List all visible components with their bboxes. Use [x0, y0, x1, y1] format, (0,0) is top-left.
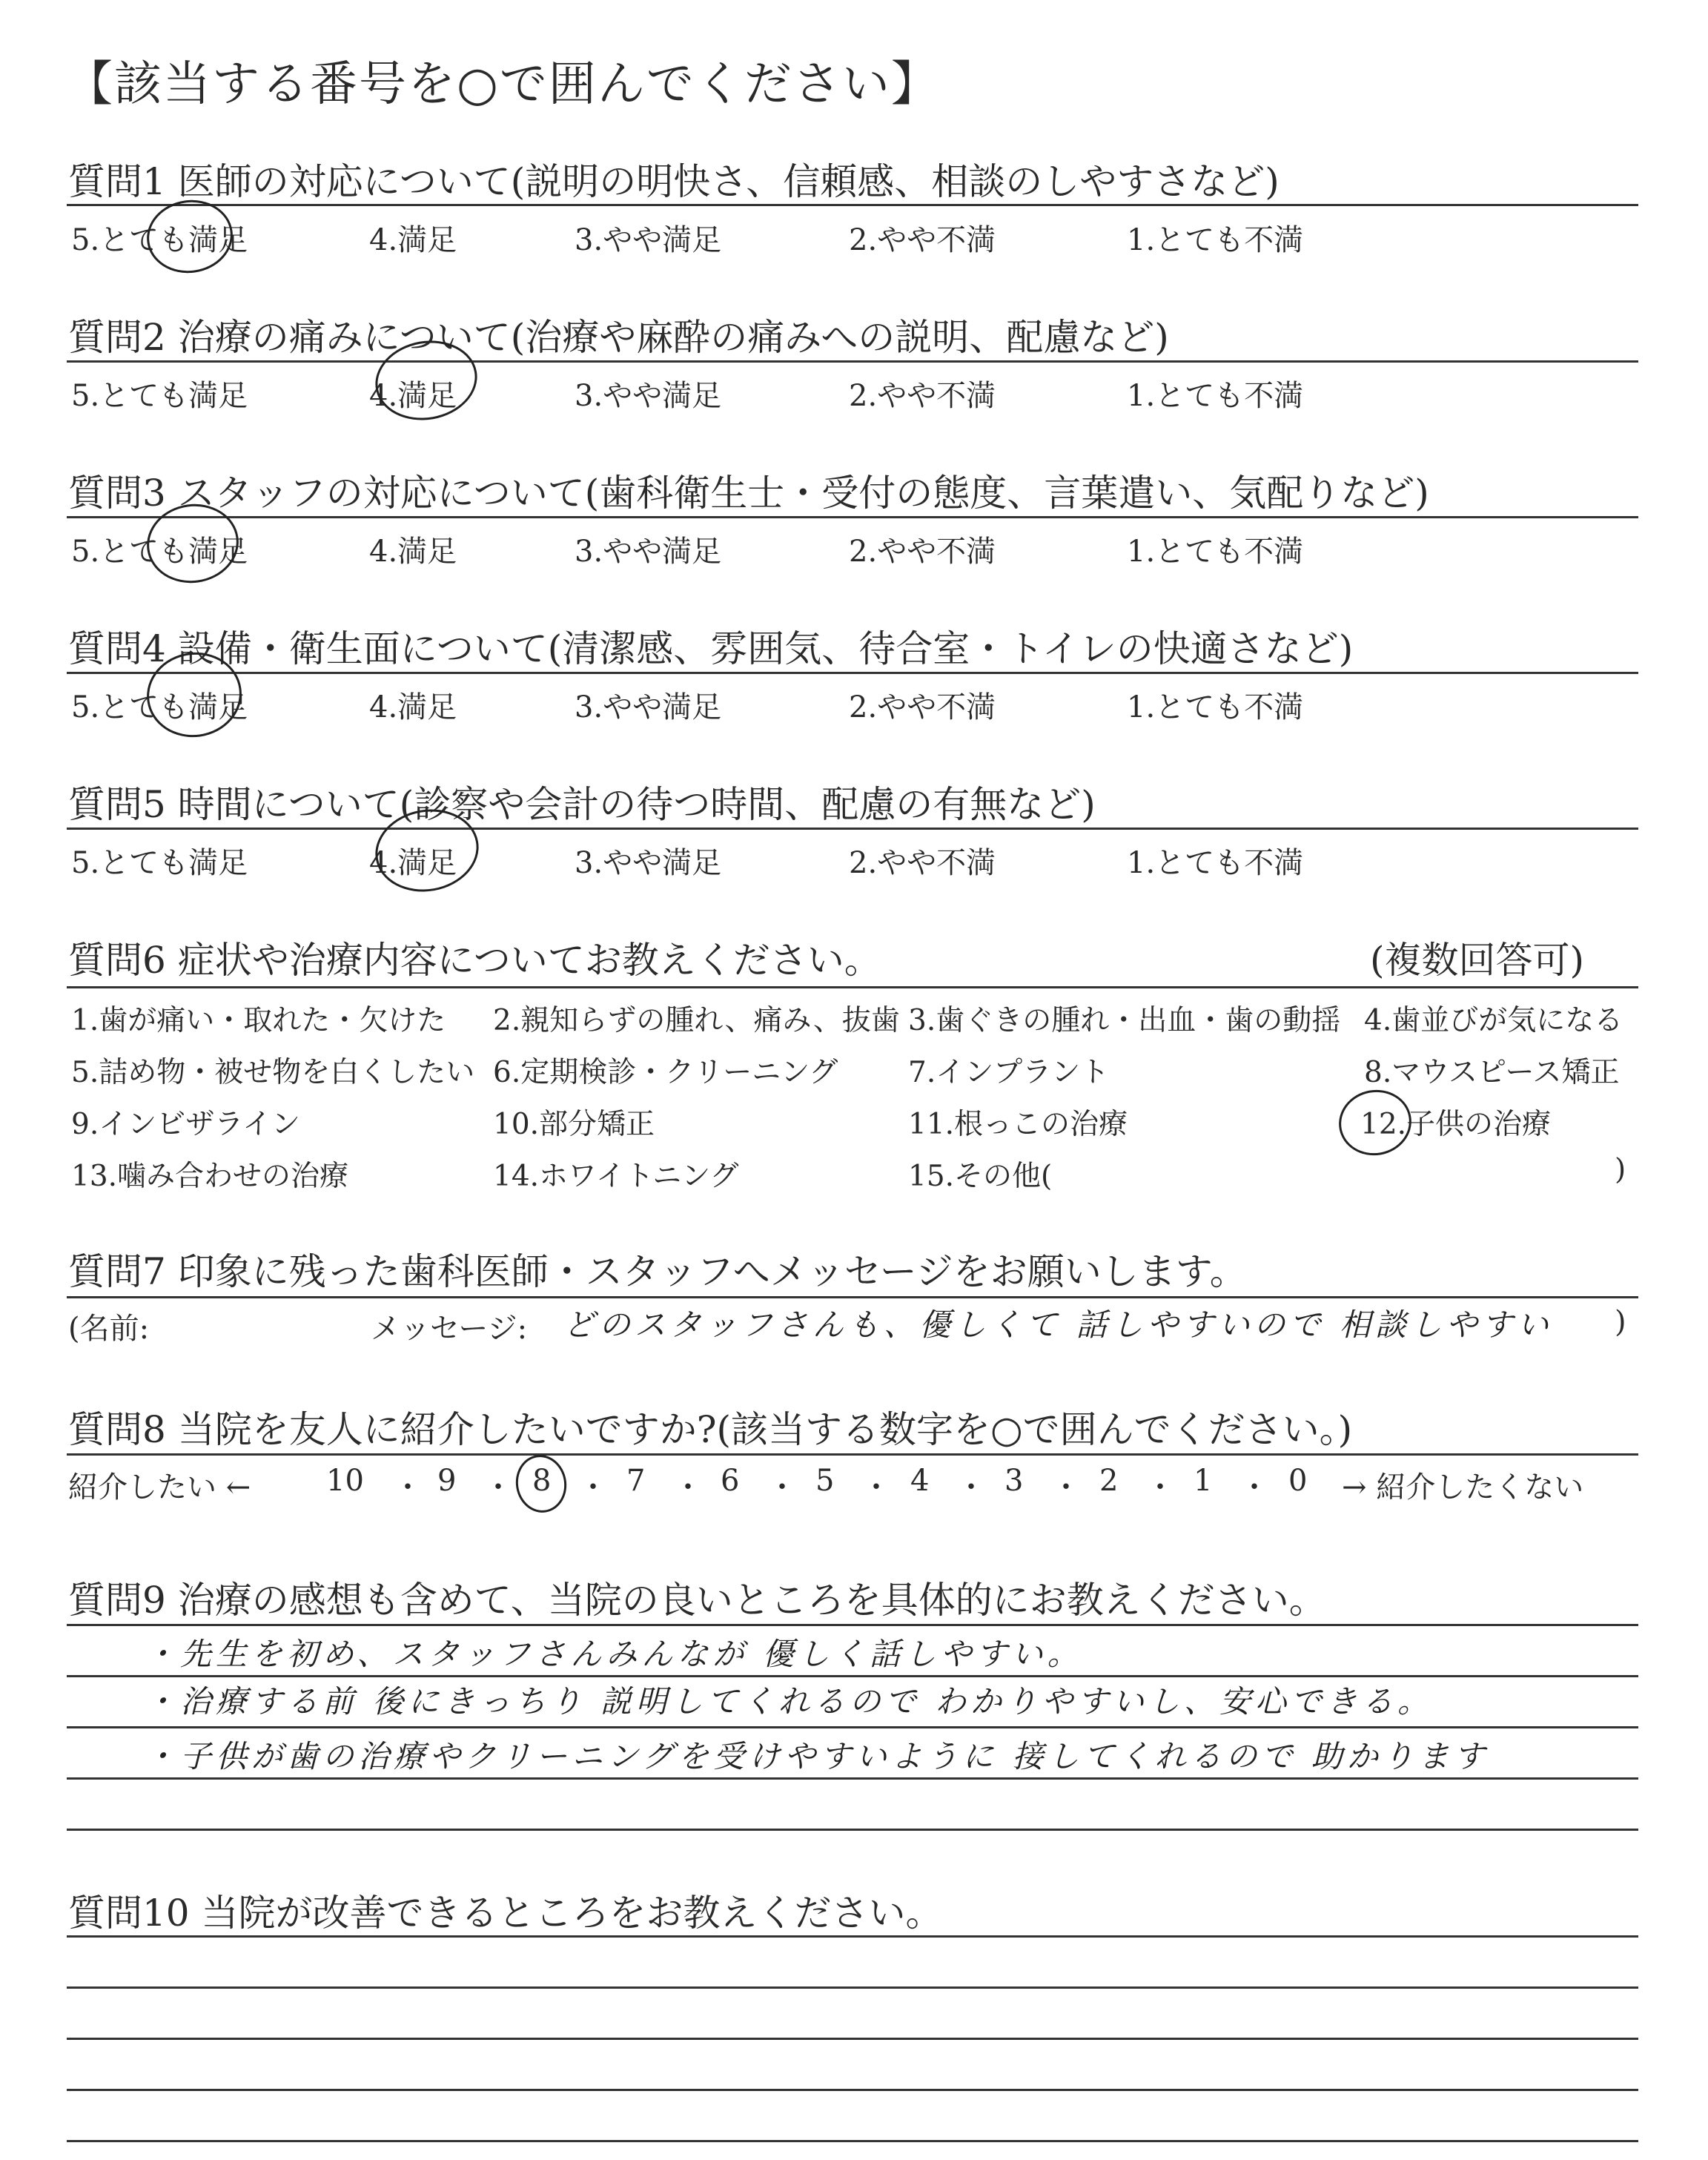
q5-option-2[interactable]: 2.やや不満	[849, 846, 996, 880]
q6-option-12[interactable]: 12.子供の治療	[1360, 1108, 1552, 1141]
q5-title: 質問5 時間について(診察や会計の待つ時間、配慮の有無など)	[68, 783, 1096, 826]
q6-option-3[interactable]: 3.歯ぐきの腫れ・出血・歯の動揺	[908, 1004, 1341, 1037]
q8-dot: ・	[393, 1470, 423, 1505]
q6-other-close-paren: )	[1615, 1153, 1626, 1186]
q10-rule-3	[67, 2038, 1638, 2040]
q6-option-11[interactable]: 11.根っこの治療	[908, 1108, 1128, 1141]
q8-dot: ・	[861, 1470, 891, 1505]
q6-option-5[interactable]: 5.詰め物・被せ物を白くしたい	[71, 1056, 475, 1089]
q8-dot: ・	[1239, 1470, 1269, 1505]
q6-option-10[interactable]: 10.部分矯正	[493, 1108, 655, 1141]
q8-scale-8[interactable]: 8	[532, 1464, 552, 1498]
q10-rule-2	[67, 1986, 1638, 1989]
q8-scale-10[interactable]: 10	[326, 1464, 364, 1498]
q2-title: 質問2 治療の痛みについて(治療や麻酔の痛みへの説明、配慮など)	[68, 316, 1169, 359]
q9-rule-4	[67, 1777, 1638, 1780]
q7-title: 質問7 印象に残った歯科医師・スタッフへメッセージをお願いします。	[68, 1250, 1247, 1293]
q10-rule-5	[67, 2140, 1638, 2142]
q1-option-1[interactable]: 1.とても不満	[1127, 223, 1304, 257]
q8-dot: ・	[1145, 1470, 1175, 1505]
q7-message-handwriting[interactable]: どのスタッフさんも、優しくて 話しやすいので 相談しやすい	[563, 1307, 1553, 1343]
q6-option-2[interactable]: 2.親知らずの腫れ、痛み、抜歯	[493, 1004, 900, 1037]
q4-title: 質問4 設備・衛生面について(清潔感、雰囲気、待合室・トイレの快適さなど)	[68, 627, 1354, 670]
q8-rule	[67, 1453, 1638, 1456]
q3-rule	[67, 516, 1638, 518]
q1-option-2[interactable]: 2.やや不満	[849, 223, 996, 257]
q7-rule	[67, 1296, 1638, 1298]
q1-rule	[67, 204, 1638, 206]
q6-option-8[interactable]: 8.マウスピース矯正	[1364, 1056, 1620, 1089]
q8-dot: ・	[1051, 1470, 1081, 1505]
q3-option-3[interactable]: 3.やや満足	[575, 535, 722, 569]
q8-dot: ・	[673, 1470, 703, 1505]
q9-rule-3	[67, 1726, 1638, 1728]
q8-left-label: 紹介したい ←	[68, 1470, 251, 1505]
q8-right-label: → 紹介したくない	[1342, 1470, 1584, 1505]
q2-option-1[interactable]: 1.とても不満	[1127, 379, 1304, 413]
q7-close-paren: )	[1615, 1305, 1626, 1339]
q3-option-2[interactable]: 2.やや不満	[849, 535, 996, 569]
q8-dot: ・	[483, 1470, 513, 1505]
q2-option-5[interactable]: 5.とても満足	[71, 379, 248, 413]
q6-option-7[interactable]: 7.インプラント	[908, 1056, 1110, 1089]
q6-title: 質問6 症状や治療内容についてお教えください。	[68, 939, 881, 982]
q8-title: 質問8 当院を友人に紹介したいですか?(該当する数字を○で囲んでください。)	[68, 1408, 1353, 1451]
q1-option-5[interactable]: 5.とても満足	[71, 223, 248, 257]
q9-answer-line-1[interactable]: ・先生を初め、スタッフさんみんなが 優しく話しやすい。	[145, 1636, 1083, 1672]
q1-selection-circle	[142, 194, 238, 278]
q5-option-4[interactable]: 4.満足	[369, 846, 457, 880]
q8-scale-1[interactable]: 1	[1194, 1464, 1213, 1498]
q8-scale-0[interactable]: 0	[1288, 1464, 1308, 1498]
q2-option-2[interactable]: 2.やや不満	[849, 379, 996, 413]
q6-option-14[interactable]: 14.ホワイトニング	[493, 1160, 739, 1193]
q5-option-1[interactable]: 1.とても不満	[1127, 846, 1304, 880]
q4-option-1[interactable]: 1.とても不満	[1127, 690, 1304, 724]
q6-option-1[interactable]: 1.歯が痛い・取れた・欠けた	[71, 1004, 446, 1037]
q6-option-9[interactable]: 9.インビザライン	[71, 1108, 301, 1141]
q8-dot: ・	[578, 1470, 608, 1505]
q7-name-label: (名前:	[68, 1312, 150, 1346]
q2-option-4[interactable]: 4.満足	[369, 379, 457, 413]
q8-scale-4[interactable]: 4	[910, 1464, 930, 1498]
q3-option-1[interactable]: 1.とても不満	[1127, 535, 1304, 569]
q8-scale-3[interactable]: 3	[1004, 1464, 1024, 1498]
q6-option-4[interactable]: 4.歯並びが気になる	[1364, 1004, 1623, 1037]
q10-rule-4	[67, 2089, 1638, 2091]
q1-option-3[interactable]: 3.やや満足	[575, 223, 722, 257]
q1-option-4[interactable]: 4.満足	[369, 223, 457, 257]
q5-rule	[67, 828, 1638, 830]
q8-selection-circle	[512, 1451, 572, 1517]
q4-option-3[interactable]: 3.やや満足	[575, 690, 722, 724]
q7-message-label: メッセージ:	[371, 1312, 528, 1346]
q8-scale-9[interactable]: 9	[437, 1464, 457, 1498]
q4-option-2[interactable]: 2.やや不満	[849, 690, 996, 724]
q9-rule-5	[67, 1829, 1638, 1831]
q1-title: 質問1 医師の対応について(説明の明快さ、信頼感、相談のしやすさなど)	[68, 160, 1280, 203]
q8-scale-6[interactable]: 6	[721, 1464, 740, 1498]
q8-dot: ・	[767, 1470, 797, 1505]
q9-title: 質問9 治療の感想も含めて、当院の良いところを具体的にお教えください。	[68, 1579, 1326, 1622]
q9-rule-1	[67, 1624, 1638, 1626]
q3-title: 質問3 スタッフの対応について(歯科衛生士・受付の態度、言葉遣い、気配りなど)	[68, 472, 1429, 515]
q6-rule	[67, 986, 1638, 988]
q6-option-15[interactable]: 15.その他(	[908, 1160, 1053, 1193]
q6-selection-circle	[1334, 1084, 1417, 1161]
q4-rule	[67, 672, 1638, 674]
q4-option-4[interactable]: 4.満足	[369, 690, 457, 724]
q6-option-6[interactable]: 6.定期検診・クリーニング	[493, 1056, 838, 1089]
q2-option-3[interactable]: 3.やや満足	[575, 379, 722, 413]
q4-option-5[interactable]: 5.とても満足	[71, 690, 248, 724]
form-header: 【該当する番号を○で囲んでください】	[65, 57, 940, 112]
q8-scale-2[interactable]: 2	[1099, 1464, 1119, 1498]
q10-rule-1	[67, 1935, 1638, 1938]
q8-scale-7[interactable]: 7	[626, 1464, 646, 1498]
q10-title: 質問10 当院が改善できるところをお教えください。	[68, 1892, 943, 1935]
q8-dot: ・	[956, 1470, 986, 1505]
q9-answer-line-2[interactable]: ・治療する前 後にきっちり 説明してくれるので わかりやすいし、安心できる。	[145, 1683, 1434, 1720]
q3-option-5[interactable]: 5.とても満足	[71, 535, 248, 569]
q6-note: (複数回答可)	[1370, 939, 1585, 982]
q2-rule	[67, 360, 1638, 363]
q6-option-13[interactable]: 13.噛み合わせの治療	[71, 1160, 349, 1193]
q9-answer-line-3[interactable]: ・子供が歯の治療やクリーニングを受けやすいように 接してくれるので 助かります	[145, 1738, 1489, 1774]
q3-option-4[interactable]: 4.満足	[369, 535, 457, 569]
q8-scale-5[interactable]: 5	[815, 1464, 835, 1498]
q5-option-3[interactable]: 3.やや満足	[575, 846, 722, 880]
q5-option-5[interactable]: 5.とても満足	[71, 846, 248, 880]
